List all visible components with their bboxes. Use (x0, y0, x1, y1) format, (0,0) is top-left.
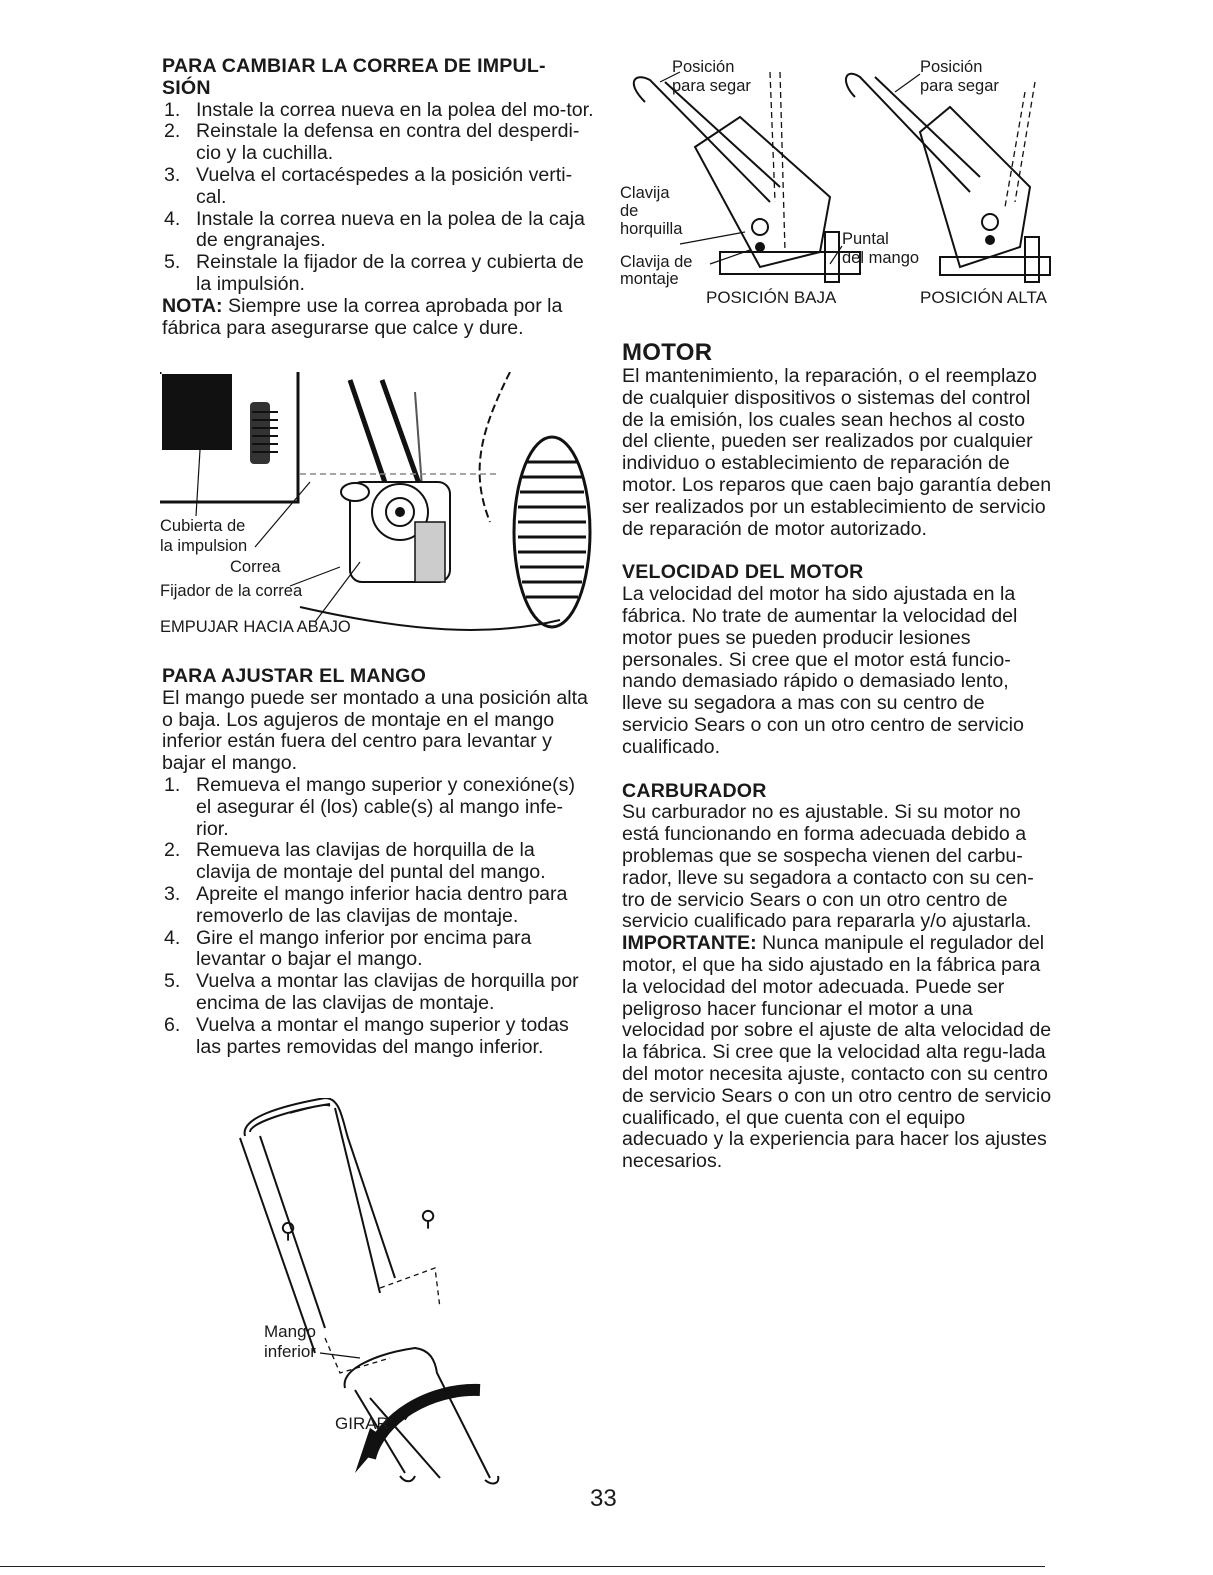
left-column (162, 56, 594, 339)
motor-title: MOTOR (622, 339, 713, 366)
drive-belt-steps (162, 100, 594, 296)
handle-illustration (230, 1098, 550, 1488)
page-number: 33 (590, 1485, 617, 1512)
motor-text: El mantenimiento, la reparación, o el reemplazo de cualquier dispositivos o sistemas del control de la emisión, los cuales sean hechos al costo del cliente, pueden ser realizados por cualquier individuo o establecimiento de reparación de motor. Los reparos que caen bajo garantía deben ser realizados por un establecimiento de servicio de reparación de motor autorizado. (622, 365, 1052, 540)
label-mow-position-high: Posición para segar (920, 58, 999, 95)
label-hairpin-clip: Clavija de horquilla (620, 184, 683, 238)
engine-speed-title: VELOCIDAD DEL MOTOR (622, 561, 864, 584)
carburetor-title: CARBURADOR (622, 779, 767, 802)
list-item: 1. Instale la correa nueva en la polea del mo-tor. (164, 98, 594, 121)
label-lower-handle: Mango inferior (264, 1322, 316, 1361)
list-item: 4. Gire el mango inferior por encima para levantar o bajar el mango. (164, 926, 532, 971)
engine-speed-text: La velocidad del motor ha sido ajustada en la fábrica. No trate de aumentar la velocidad del motor pues se pueden producir lesiones personales. Si cree que el motor está funcio-nando demasiado rápido o demasiado lento, lleve su segadora a mas con su centro de servicio Sears o con un otro centro de servicio cualificado. (622, 583, 1024, 758)
handle-title: PARA AJUSTAR EL MANGO (162, 665, 427, 687)
label-fastener: Fijador de la correa (160, 582, 303, 600)
label-belt: Correa (230, 558, 281, 576)
label-handle-strut: Puntal del mango (842, 230, 920, 267)
drive-belt-illustration (160, 372, 600, 642)
handle-intro: El mango puede ser montado a una posición alta o baja. Los agujeros de montaje en el mango inferior están fuera del centro para levantar y bajar el mango. (162, 686, 588, 775)
list-item: 2. Remueva las clavijas de horquilla de la clavija de montaje del puntal del mango. (164, 839, 546, 884)
footer-divider (0, 1566, 1045, 1567)
right-column (622, 340, 1054, 1173)
list-item: 5. Reinstale la fijador de la correa y cubierta de la impulsión. (164, 251, 584, 295)
handle-section (162, 666, 594, 1058)
svg-text:⚲: ⚲ (420, 1206, 437, 1231)
note: NOTA: Siempre use la correa aprobada por la fábrica para asegurarse que calce y dure. (162, 294, 563, 339)
list-item: 3. Apreite el mango inferior hacia dentro para removerlo de las clavijas de montaje. (164, 882, 568, 927)
list-item: 6. Vuelva a montar el mango superior y todas las partes removidas del mango inferior. (164, 1013, 569, 1058)
label-mow-position-low: Posición para segar (672, 58, 751, 95)
label-cover: Cubierta de la impulsion (160, 517, 248, 555)
list-item: 5. Vuelva a montar las clavijas de horquilla por encima de las clavijas de montaje. (164, 970, 579, 1014)
caption-high-position: POSICIÓN ALTA (920, 288, 1047, 307)
svg-text:⚲: ⚲ (280, 1218, 297, 1243)
list-item: 3. Vuelva el cortacéspedes a la posición verti-cal. (164, 163, 573, 208)
label-turn: GIRAR (335, 1414, 389, 1433)
important-note: IMPORTANTE: Nunca manipule el regulador del motor, el que ha sido ajustado en la fábrica para la velocidad del motor adecuada. Puede ser peligroso hacer funcionar el motor a una velocidad por sobre el ajuste de alta velocidad de la fábrica. Si cree que la velocidad alta regu-lada del motor necesita ajuste, contacto con su centro de servicio Sears o con un otro centro de servicio cualificado, el que cuenta con el equipo adecuado y la experiencia para hacer los ajustes necesarios. (622, 932, 1052, 1173)
handle-figure (230, 1098, 550, 1488)
list-item: 1. Remueva el mango superior y conexióne(s) el asegurar él (los) cable(s) al mango infe-rior. (164, 773, 575, 840)
handle-steps (162, 775, 594, 1058)
list-item: 2. Reinstale la defensa en contra del desperdi-cio y la cuchilla. (164, 120, 580, 165)
label-mount-pin: Clavija de montaje (620, 253, 693, 288)
drive-belt-title: PARA CAMBIAR LA CORREA DE IMPUL- SIÓN (162, 55, 546, 99)
caption-low-position: POSICIÓN BAJA (706, 288, 837, 307)
handle-position-figure (620, 52, 1060, 317)
drive-belt-figure (160, 372, 600, 642)
carburetor-text: Su carburador no es ajustable. Si su motor no está funcionando en forma adecuada debido a problemas que se sospecha vienen del carbu-rador, lleve su segadora a contacto con su cen-tro de servicio Sears o con un otro centro de servicio cualificado para repararla y/o ajustarla. (622, 801, 1034, 933)
label-push-down: EMPUJAR HACIA ABAJO (160, 618, 351, 636)
list-item: 4. Instale la correa nueva en la polea de la caja de engranajes. (164, 207, 585, 252)
